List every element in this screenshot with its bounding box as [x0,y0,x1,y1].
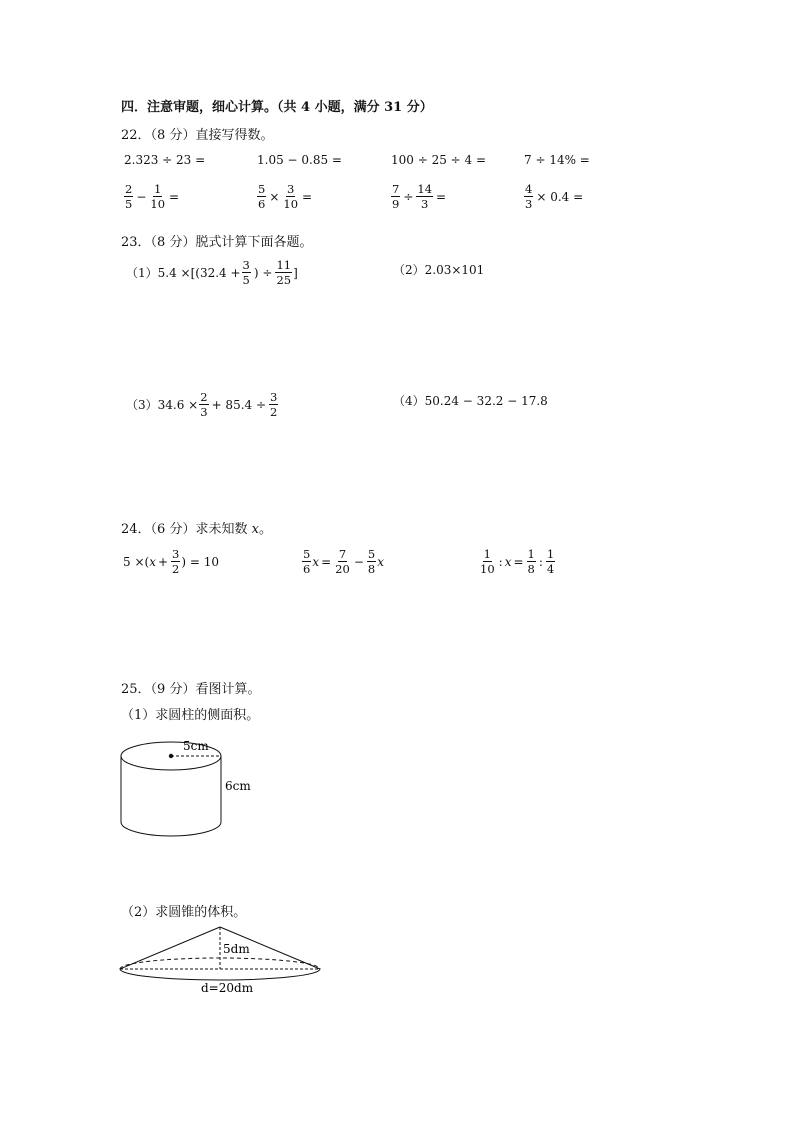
expr-part: 5.4 ×[(32.4 + [157,265,241,280]
q22-item-1: 2.323 ÷ 23 = [124,153,206,167]
q24-equation-1 [123,548,219,575]
numerator: 5 [258,182,266,196]
operator: − [136,189,147,204]
expr-part: ) ÷ [253,265,273,280]
section-heading: 四．注意审题，细心计算。（共 4 小题，满分 31 分） [121,100,433,115]
fraction [257,183,266,210]
title-text: 。 [258,522,272,537]
fraction [242,259,251,286]
numerator: 5 [303,547,311,561]
operator: ÷ [403,189,414,204]
cone-diameter-label: d=20dm [201,981,254,995]
numerator: 1 [483,547,491,561]
problem-label: （1） [126,266,158,281]
operator: + [157,554,169,569]
numerator: 2 [125,182,133,196]
fraction [282,183,299,210]
q23-problem-1 [126,259,298,286]
denominator: 3 [525,197,533,212]
fraction [269,391,278,418]
operator-tail: × 0.4 = [536,189,584,204]
equals: = [302,189,313,204]
cylinder-height-label: 6cm [225,779,251,793]
operator: × [269,189,280,204]
variable-x: x [504,554,512,569]
denominator: 20 [335,562,350,577]
fraction [546,548,555,575]
q22-item-4: 7 ÷ 14% = [524,153,590,167]
expr-part: 5 ×( [123,554,150,569]
numerator: 1 [527,547,535,561]
denominator: 2 [172,562,180,577]
fraction [171,548,180,575]
numerator: 14 [417,182,433,196]
denominator: 8 [527,562,535,577]
equals: = [169,189,180,204]
fraction [302,548,311,575]
expr-part: ) = 10 [181,554,219,569]
variable-x: x [251,522,259,537]
denominator: 3 [200,405,208,420]
expr-part: ] [293,265,298,280]
denominator: 10 [480,562,495,577]
variable-x: x [312,554,320,569]
q23-problem-4 [393,392,548,409]
numerator: 3 [287,182,295,196]
expr-part: 2.03×101 [424,262,485,277]
fraction [367,548,376,575]
cone-base-front-arc [120,969,320,980]
problem-label: （4） [393,394,425,408]
numerator: 1 [154,182,162,196]
numerator: 3 [172,547,180,561]
numerator: 3 [270,390,278,404]
fraction [416,183,433,210]
numerator: 7 [392,182,400,196]
question-24-title [121,518,272,537]
title-text: 24．（6 分）求未知数 [121,522,248,537]
operator: = [513,554,524,569]
q23-problem-2 [393,261,484,278]
denominator: 8 [367,562,376,577]
fraction [199,391,208,418]
problem-label: （3） [126,398,158,413]
question-22-title: 22．（8 分）直接写得数。 [121,128,274,143]
denominator: 3 [421,197,429,212]
fraction [334,548,351,575]
variable-x: x [377,554,384,569]
cone-height-label: 5dm [223,942,250,956]
denominator: 5 [125,197,133,212]
fraction [124,183,133,210]
q22-item-5 [123,183,181,210]
cone-figure [115,922,330,997]
q22-item-2: 1.05 − 0.85 = [257,153,342,167]
q22-item-3: 100 ÷ 25 ÷ 4 = [391,153,487,167]
denominator: 10 [283,197,299,212]
fraction [275,259,292,286]
cylinder-figure [115,728,265,840]
operator: − [353,554,364,569]
denominator: 5 [242,273,250,288]
expr-part: 34.6 × [157,397,199,412]
operator: : [498,554,503,569]
q25-subquestion-2: （2）求圆锥的体积。 [121,905,247,920]
denominator: 10 [150,197,166,212]
fraction [391,183,400,210]
operator: = [321,554,332,569]
denominator: 9 [392,197,400,212]
operator: : [538,554,543,569]
numerator: 7 [338,547,347,561]
q24-equation-3 [478,548,556,575]
numerator: 1 [546,547,555,561]
denominator: 6 [258,197,266,212]
q22-item-8 [523,183,585,210]
denominator: 25 [276,273,292,288]
problem-label: （2） [393,263,425,277]
q25-subquestion-1: （1）求圆柱的侧面积。 [121,708,260,723]
question-25-title: 25．（9 分）看图计算。 [121,682,261,697]
q23-problem-3 [126,391,279,418]
equals: = [436,189,447,204]
question-23-title: 23．（8 分）脱式计算下面各题。 [121,235,313,250]
denominator: 6 [303,562,311,577]
cylinder-radius-label: 5cm [183,739,209,753]
q22-item-6 [256,183,314,210]
numerator: 11 [276,258,292,272]
fraction [527,548,536,575]
fraction [149,183,166,210]
expr-part: 50.24 − 32.2 − 17.8 [424,393,548,408]
q24-equation-2 [301,548,384,575]
denominator: 4 [546,562,555,577]
numerator: 3 [242,258,250,272]
variable-x: x [149,554,156,569]
fraction [524,183,533,210]
cylinder-bottom-arc [121,822,221,836]
fraction [479,548,496,575]
q22-item-7 [390,183,448,210]
denominator: 2 [270,405,278,420]
expr-part: + 85.4 ÷ [211,397,267,412]
numerator: 2 [200,390,208,404]
numerator: 4 [525,182,533,196]
numerator: 5 [367,547,376,561]
